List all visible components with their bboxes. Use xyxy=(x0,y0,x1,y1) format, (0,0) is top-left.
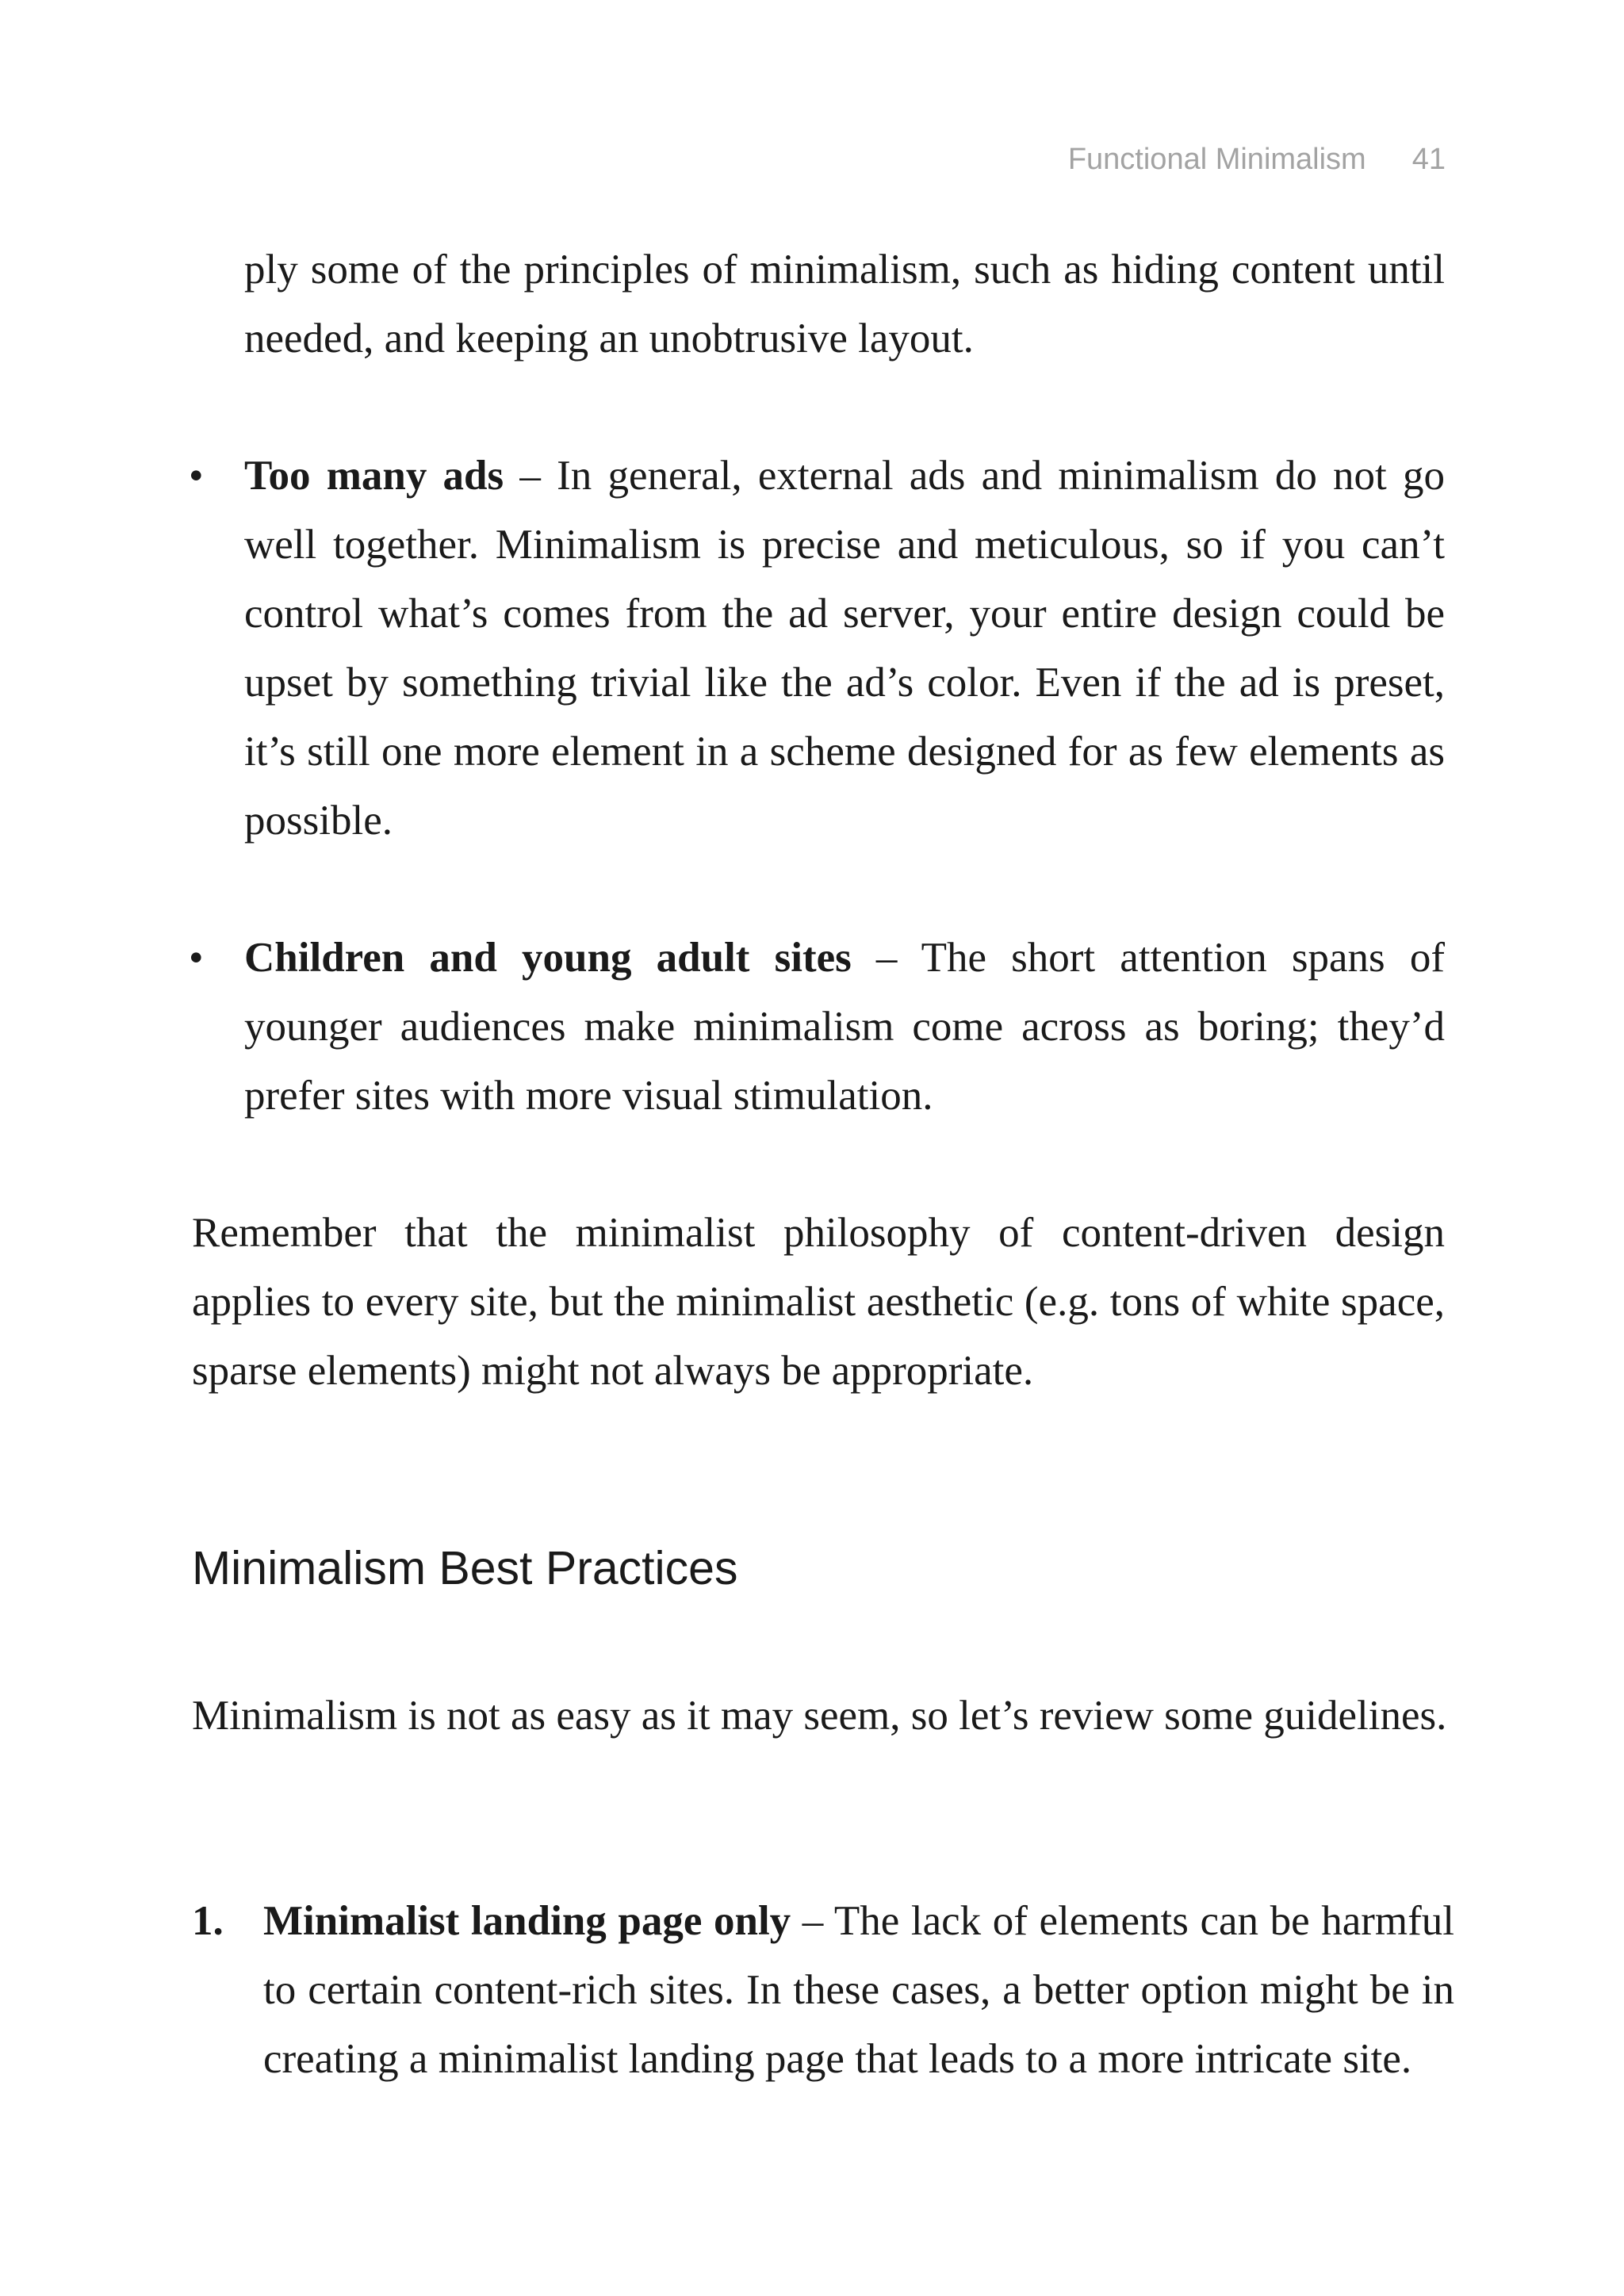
bullet-text xyxy=(244,442,1445,855)
bullet-item-children-sites xyxy=(189,924,1445,1131)
bullet-marker: • xyxy=(189,935,204,981)
page-number: 41 xyxy=(1411,143,1446,176)
section-heading: Minimalism Best Practices xyxy=(192,1542,738,1594)
numbered-item-description: – The lack of elements can be harmful to certain content-rich sites. In these cases, a better option might be in creating a minimalist landing page that leads to a more intricate site. xyxy=(263,1898,1454,2082)
bullet-item-too-many-ads xyxy=(189,442,1445,855)
bullet-text xyxy=(244,924,1445,1131)
bullet-description: – The short attention spans of younger audiences make minimalism come across as boring; they’d prefer sites with more visual stimulation. xyxy=(244,935,1445,1119)
paragraph-remember: Remember that the minimalist philosophy of content-driven design applies to every site, but the minimalist aesthetic (e.g. tons of white space, sparse elements) might not always be appropriate. xyxy=(192,1210,1445,1394)
running-title: Functional Minimalism xyxy=(1067,143,1366,176)
numbered-item-text xyxy=(263,1887,1454,2094)
numbered-item-landing-page xyxy=(192,1887,1454,2094)
continuation-paragraph: ply some of the principles of minimalism, such as hiding content until needed, and keeping an unobtrusive layout. xyxy=(244,247,1445,362)
bullet-marker: • xyxy=(189,453,204,499)
bullet-description: – In general, external ads and minimalism do not go well together. Minimalism is precise and meticulous, so if you can’t control what’s comes from the ad server, your entire design could be upset by something trivial like the ad’s color. Even if the ad is preset, it’s still one more element in a scheme designed for as few elements as possible. xyxy=(244,453,1445,844)
numbered-item-term: Minimalist landing page only xyxy=(263,1898,791,1944)
paragraph-intro: Minimalism is not as easy as it may seem, so let’s review some guidelines. xyxy=(192,1693,1447,1739)
number-marker: 1. xyxy=(192,1898,224,1944)
running-header xyxy=(1068,143,1446,177)
bullet-term: Too many ads xyxy=(244,453,504,499)
bullet-term: Children and young adult sites xyxy=(244,935,852,981)
